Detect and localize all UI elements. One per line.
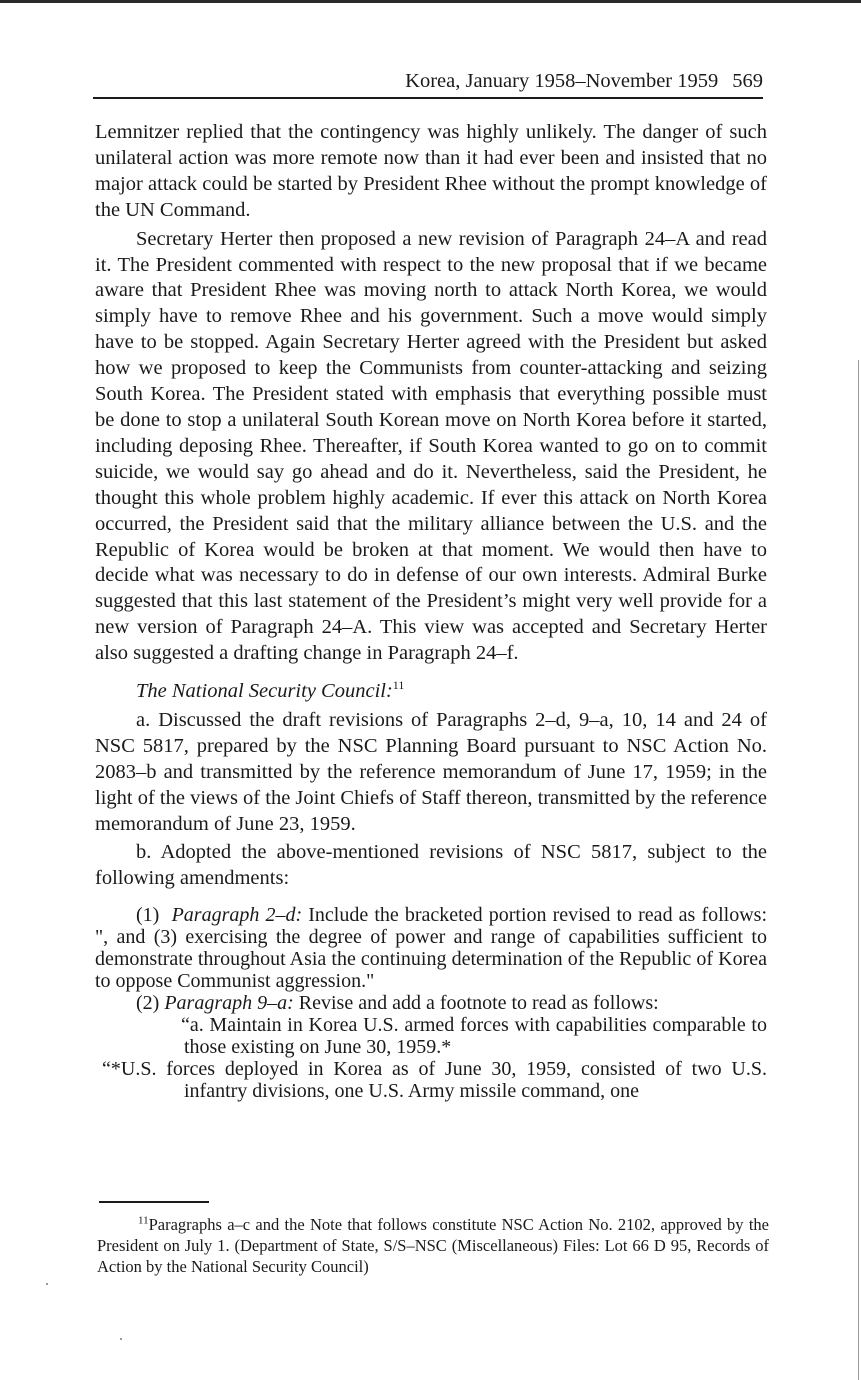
amendment-2-number: (2) bbox=[136, 992, 160, 1015]
council-heading-line bbox=[95, 679, 767, 705]
amendment-1-number: (1) bbox=[136, 904, 160, 927]
page-number: 569 bbox=[732, 70, 763, 92]
quote-footnote: “*U.S. forces deployed in Korea as of June 30, 1959, consisted of two U.S. infantry divisions, one U.S. Army missile command, one bbox=[102, 1058, 767, 1103]
amendment-1-text: Include the bracketed portion revised to read as follows: ", and (3) exercising the degree of power and range of capabilities sufficient to demonstrate throughout Asia the continuing determination of the Republic of Korea to oppose Communist aggression." bbox=[95, 904, 768, 993]
quote-para-a: “a. Maintain in Korea U.S. armed forces with capabilities comparable to those existing on June 30, 1959.* bbox=[181, 1014, 767, 1059]
scan-top-edge bbox=[0, 0, 861, 3]
paragraph-herter: Secretary Herter then proposed a new revision of Paragraph 24–A and read it. The President commented with respect to the new proposal that if we became aware that President Rhee was moving north to attack North Korea, we would simply have to remove Rhee and his government. Such a move would simply have to be stopped. Again Secretary Herter agreed with the President but asked how we proposed to keep the Communists from counter-attacking and seizing South Korea. The President stated with emphasis that everything possible must be done to stop a unilateral South Korean move on North Korea before it started, including deposing Rhee. Thereafter, if South Korea wanted to go on to commit suicide, we would say go ahead and do it. Nevertheless, said the President, he thought this whole problem highly academic. If ever this attack on North Korea occurred, the President said that the military alliance between the U.S. and the Republic of Korea would be broken at that moment. We would then have to decide what was necessary to do in defense of our own interests. Admiral Burke suggested that this last statement of the President’s might very well provide for a new version of Paragraph 24–A. This view was accepted and Secretary Herter also suggested a drafting change in Paragraph 24–f. bbox=[95, 227, 767, 665]
main-text bbox=[95, 120, 767, 1102]
header-rule bbox=[93, 97, 763, 99]
amendment-1 bbox=[95, 904, 767, 992]
running-head bbox=[93, 66, 763, 96]
amendments-block bbox=[95, 904, 767, 1102]
footnote-text: Paragraphs a–c and the Note that follows constitute NSC Action No. 2102, approved by the President on July 1. (Department of State, S/S–NSC (Miscellaneous) Files: Lot 66 D 95, Records of Action by the National Security Council) bbox=[97, 1215, 769, 1276]
footnote-ref-11: 11 bbox=[392, 678, 405, 693]
amendment-2-label: Paragraph 9–a: bbox=[164, 992, 294, 1015]
scan-speck bbox=[46, 1283, 48, 1285]
action-b: b. Adopted the above-mentioned revisions of NSC 5817, subject to the following amendments: bbox=[95, 841, 767, 890]
amendment-2 bbox=[95, 992, 767, 1014]
scan-right-edge bbox=[858, 360, 859, 1380]
footnote-rule bbox=[99, 1201, 209, 1203]
amendment-2-text: Revise and add a footnote to read as follows: bbox=[298, 992, 659, 1015]
scan-speck bbox=[120, 1338, 122, 1340]
footnote-number: 11 bbox=[138, 1214, 149, 1227]
paragraph-lemnitzer: Lemnitzer replied that the contingency was highly unlikely. The danger of such unilateral action was more remote now than it had ever been and insisted that no major attack could be started by President Rhee without the prompt knowledge of the UN Command. bbox=[95, 121, 767, 221]
running-head-title: Korea, January 1958–November 1959 bbox=[405, 70, 719, 92]
council-heading: The National Security Council: bbox=[136, 680, 393, 703]
amendment-1-label: Paragraph 2–d: bbox=[171, 904, 303, 927]
action-a: a. Discussed the draft revisions of Paragraphs 2–d, 9–a, 10, 14 and 24 of NSC 5817, prepared by the NSC Planning Board pursuant to NSC Action No. 2083–b and transmitted by the reference memorandum of June 17, 1959; in the light of the views of the Joint Chiefs of Staff thereon, transmitted by the reference memorandum of June 23, 1959. bbox=[95, 708, 767, 835]
footnote-11 bbox=[97, 1214, 769, 1277]
